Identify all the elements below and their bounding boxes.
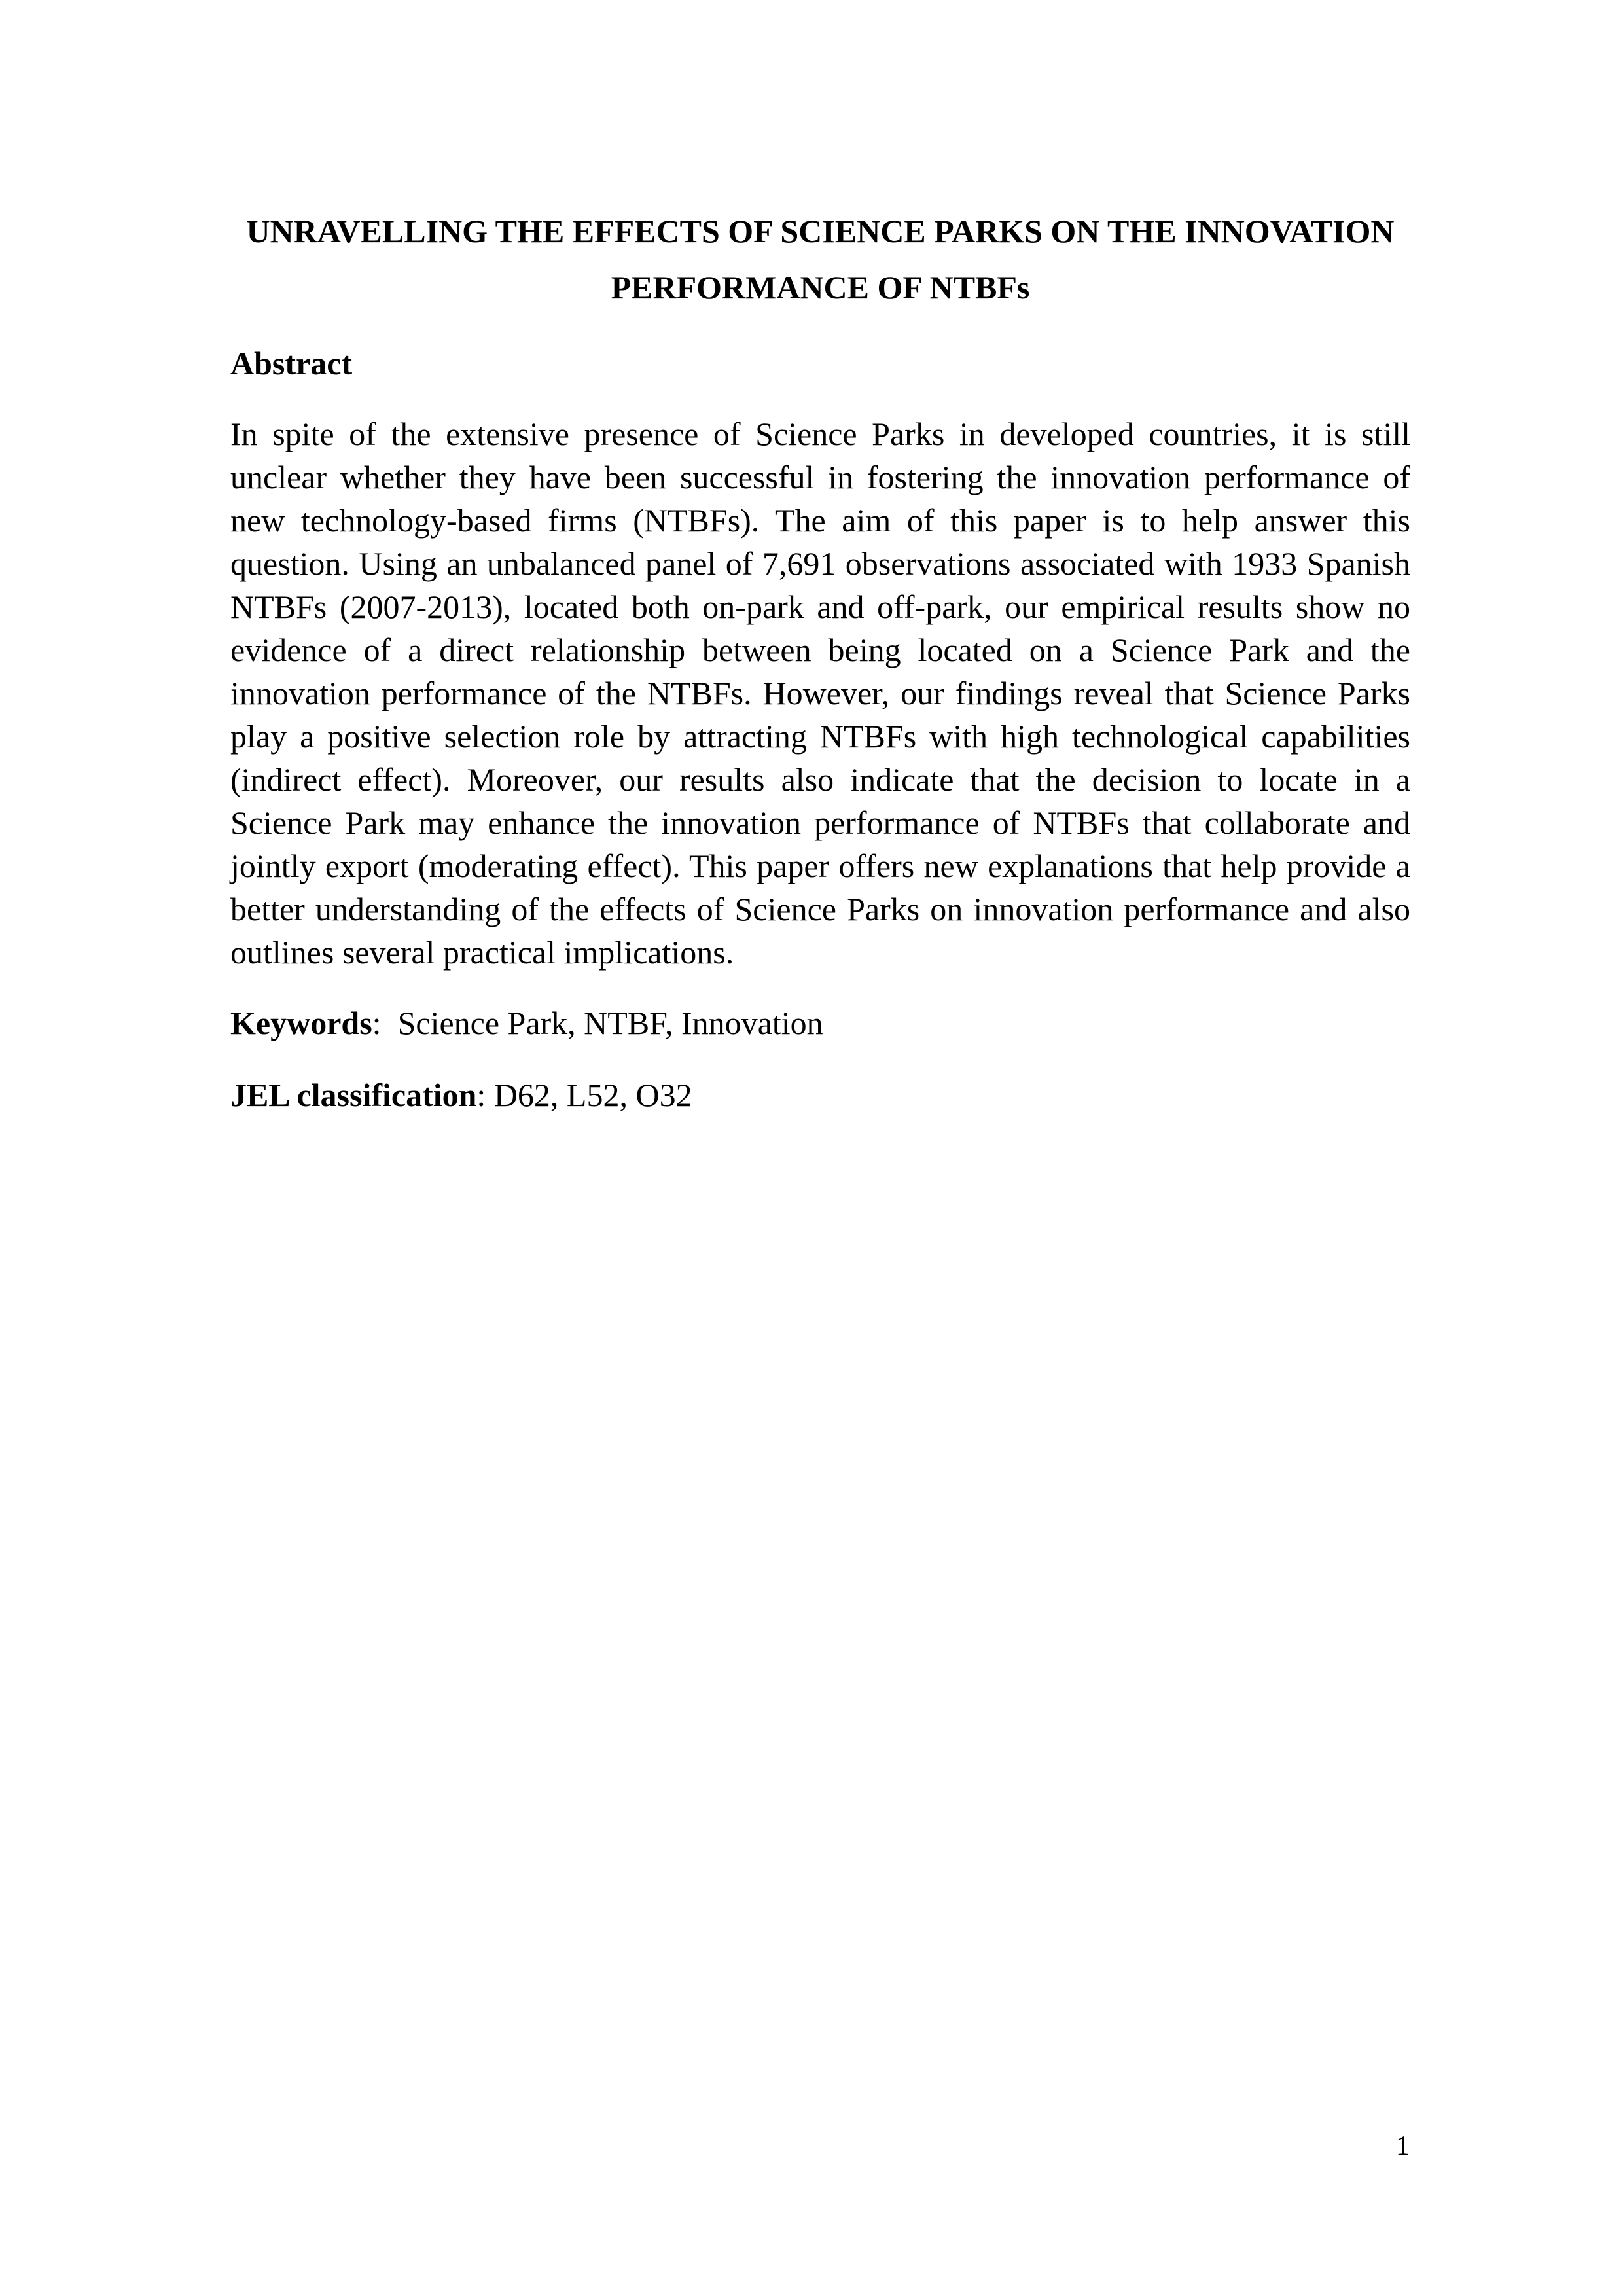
keywords-line: [230, 1001, 1410, 1045]
jel-classification-value: D62, L52, O32: [493, 1077, 692, 1113]
jel-classification-label: JEL classification: [230, 1077, 477, 1113]
page-number: 1: [1396, 2131, 1410, 2161]
jel-classification-separator: :: [476, 1077, 494, 1113]
keywords-label: Keywords: [230, 1005, 372, 1041]
keywords-separator: :: [372, 1005, 398, 1041]
abstract-text: In spite of the extensive presence of Science Parks in developed countries, it is still unclear whether they have been successful in fostering the innovation performance of new technology-based firms (NTBFs). The aim of this paper is to help answer this question. Using an unbalanced panel of 7,691 observations associated with 1933 Spanish NTBFs (2007-2013), located both on-park and off-park, our empirical results show no evidence of a direct relationship between being located on a Science Park and the innovation performance of the NTBFs. However, our findings reveal that Science Parks play a positive selection role by attracting NTBFs with high technological capabilities (indirect effect). Moreover, our results also indicate that the decision to locate in a Science Park may enhance the innovation performance of NTBFs that collaborate and jointly export (moderating effect). This paper offers new explanations that help provide a better understanding of the effects of Science Parks on innovation performance and also outlines several practical implications.: [230, 416, 1410, 971]
jel-classification-line: [230, 1073, 1410, 1117]
paper-title: [230, 203, 1410, 315]
keywords-value: Science Park, NTBF, Innovation: [397, 1005, 823, 1041]
paper-title-line-1: UNRAVELLING THE EFFECTS OF SCIENCE PARKS ON THE INNOVATION: [246, 213, 1395, 249]
abstract-heading: Abstract: [230, 345, 353, 382]
paper-title-line-2: PERFORMANCE OF NTBFs: [611, 269, 1030, 306]
